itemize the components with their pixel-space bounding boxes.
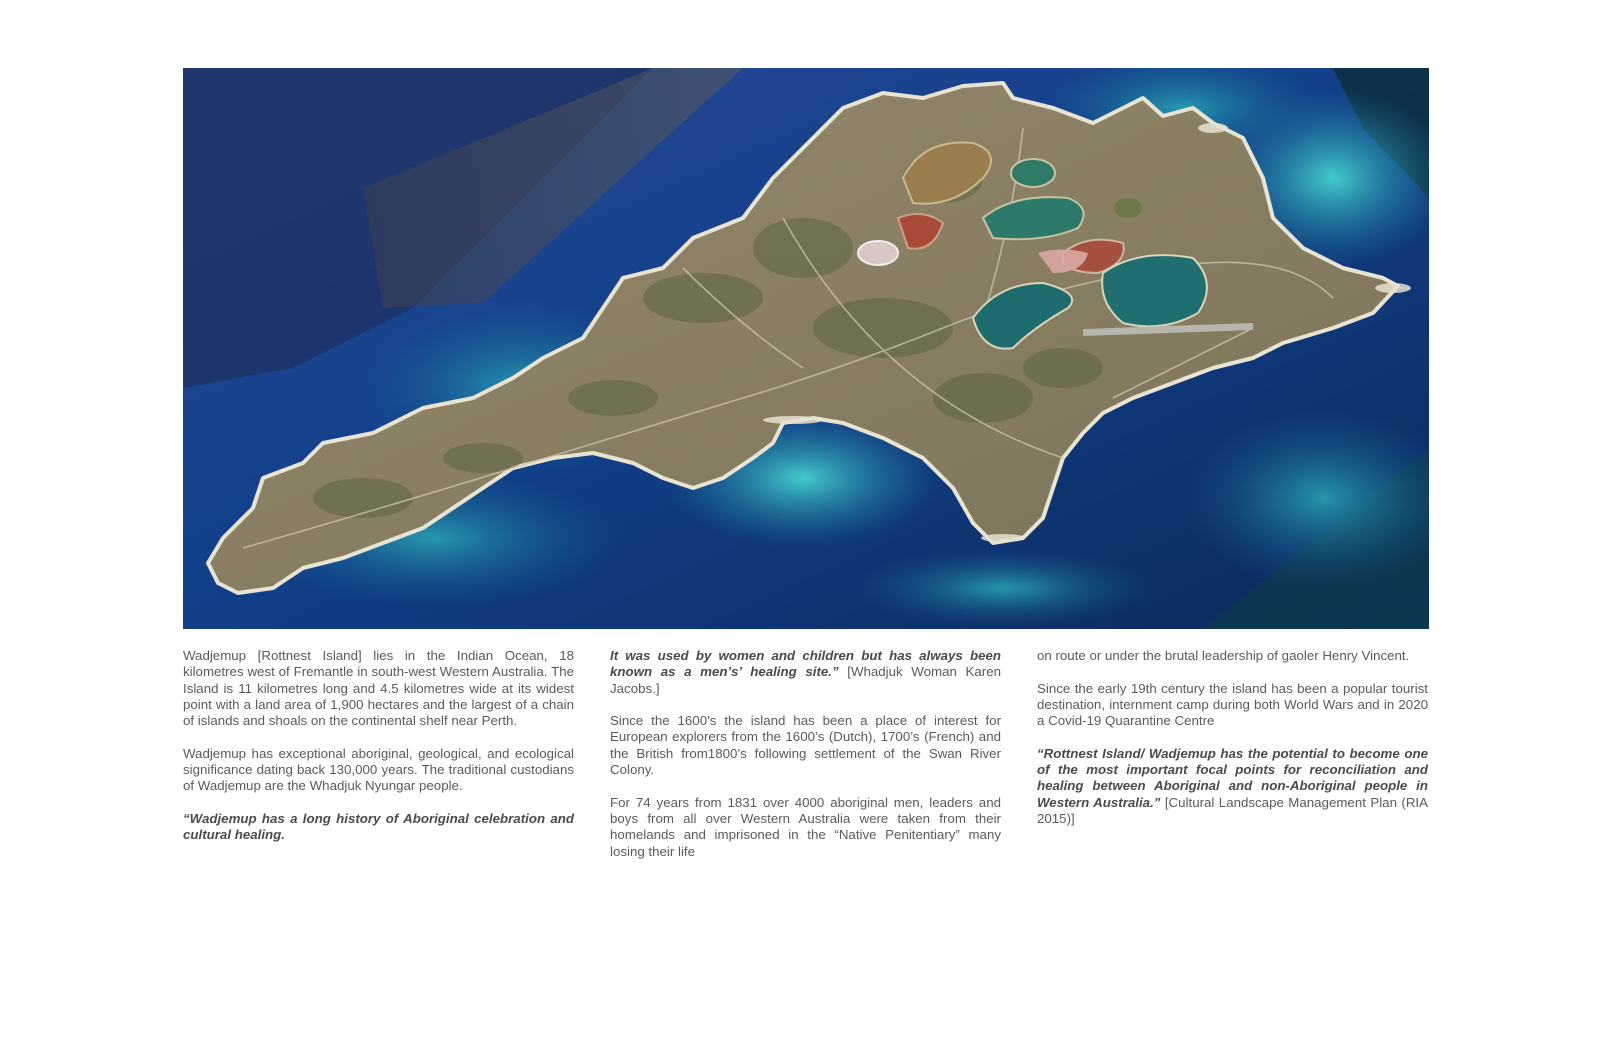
- tourism-paragraph: Since the early 19th century the island has been a popular tourist destination, internment camp during both World Wars and in 2020 a Covid-19 Quarantine Centre: [1037, 680, 1428, 729]
- penitentiary-paragraph: For 74 years from 1831 over 4000 aboriginal men, leaders and boys from all over Western Australia were taken from their homelands and imprisoned in the “Native Penitentiary” many losing their life: [610, 794, 1001, 859]
- healing-quote-end: It was used by women and children but has always been known as a men’s’ healing site.”: [610, 648, 1001, 680]
- reconciliation-quote: “Rottnest Island/ Wadjemup has the potential to become one of the most important focal points for reconciliation and healing between Aboriginal and non-Aboriginal people in Western Australia.”: [1037, 745, 1428, 810]
- explorers-paragraph: Since the 1600’s the island has been a place of interest for European explorers from the 1600’s (Dutch), 1700’s (French) and the British from1800’s following settlement of the Swan River Colony.: [610, 713, 1001, 778]
- island-aerial-svg: [183, 68, 1429, 629]
- text-column-2: [610, 648, 1001, 876]
- reconciliation-paragraph: [1037, 746, 1428, 827]
- healing-quote-source: [Whadjuk Woman Karen Jacobs.]: [610, 664, 1001, 696]
- text-column-3: [1037, 648, 1428, 844]
- reconciliation-source: [Cultural Landscape Management Plan (RIA 2015)]: [1037, 794, 1428, 826]
- reef-south: [853, 548, 1153, 628]
- intro-paragraph: Wadjemup [Rottnest Island] lies in the Indian Ocean, 18 kilometres west of Fremantle in south-west Western Australia. The Island is 11 kilometres long and 4.5 kilometres wide at its widest point with a land area of 1,900 hectares and the largest of a chain of islands and shoals on the continental shelf near Perth.: [183, 648, 574, 729]
- text-column-1: [183, 648, 574, 860]
- penitentiary-continued-paragraph: on route or under the brutal leadership of gaoler Henry Vincent.: [1037, 648, 1410, 663]
- island-aerial-image: [183, 68, 1429, 629]
- healing-quote-start: “Wadjemup has a long history of Aboriginal celebration and cultural healing.: [183, 810, 574, 843]
- significance-paragraph: Wadjemup has exceptional aboriginal, geological, and ecological significance dating back 130,000 years. The traditional custodians of Wadjemup are the Whadjuk Nyungar people.: [183, 745, 574, 794]
- healing-quote-paragraph: [610, 648, 1001, 697]
